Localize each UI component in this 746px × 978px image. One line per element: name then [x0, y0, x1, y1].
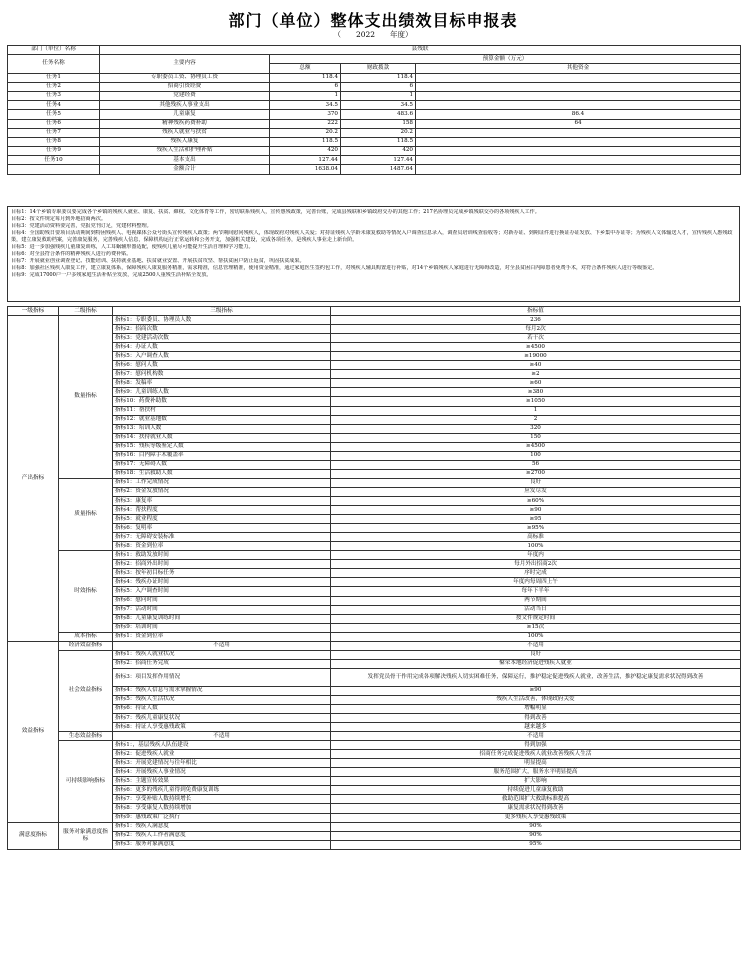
- indicator-value: 明显提高: [331, 759, 741, 768]
- task-fiscal: 483.6: [341, 110, 416, 119]
- indicator-value: 鑿荣本地经济促进残疾人就业: [331, 659, 741, 668]
- indicator-row: [8, 759, 741, 768]
- task-name: 任务10: [8, 156, 100, 165]
- header-value: 指标值: [331, 307, 741, 316]
- indicator-value: 服务范围扩大，服务水平明显提高: [331, 768, 741, 777]
- indicator-row: [8, 451, 741, 460]
- indicator-value: 每月外出招商2次: [331, 560, 741, 569]
- task-content: 招商引资经费: [100, 82, 270, 91]
- indicator-value: 年度内每周四上午: [331, 578, 741, 587]
- indicator-value: 招商任务完成促进残疾人就业改善残疾人生活: [331, 750, 741, 759]
- indicator-name: 不适用: [113, 641, 331, 650]
- indicator-value: ≥90: [331, 686, 741, 695]
- objective-line: 目标7：开展就业创业调查登记、技能培训、扶持就业基地、扶贫就业安置、开展扶贫攻坚、帮扶贫困户防止返贫，巩固扶贫成果。: [11, 258, 305, 264]
- indicator-row: [8, 605, 741, 614]
- indicator-value: 良好: [331, 478, 741, 487]
- total-other: [416, 165, 741, 174]
- dept-label: 部门（单位）名称: [8, 46, 100, 55]
- indicator-name: 指标5：入户调查时间: [113, 587, 331, 596]
- indicator-value: 236: [331, 316, 741, 325]
- indicator-row: [8, 750, 741, 759]
- task-row: [8, 156, 741, 165]
- indicator-level2: 社会效益指标: [59, 650, 113, 731]
- indicator-level1: 满意度指标: [8, 822, 59, 849]
- task-other: [416, 147, 741, 156]
- task-name: 任务4: [8, 101, 100, 110]
- task-total: 127.44: [270, 156, 341, 165]
- objective-line: 目标8：加强社区残疾人康复工作，建立康复体系，保障残疾人康复服务精准，需求精准，信息管理精准，使用资金精准，通过家庭医生签约包工作，对残疾人辅具购置进行补贴，对14个乡镇残疾人家庭进行无障碍改造，对全县贫困白内障患者免费手术，对符合条件残疾人进行等级鉴定。: [11, 265, 658, 271]
- task-fiscal: 34.5: [341, 101, 416, 110]
- task-fiscal: 6: [341, 82, 416, 91]
- total-amount: 1638.04: [270, 165, 341, 174]
- indicator-row: [8, 496, 741, 505]
- indicator-row: [8, 487, 741, 496]
- task-other: [416, 128, 741, 137]
- task-name: 任务3: [8, 91, 100, 100]
- indicator-value: 得到加强: [331, 741, 741, 750]
- indicator-name: 指标2：残疾人工作者满意度: [113, 831, 331, 840]
- indicator-row: [8, 388, 741, 397]
- indicator-level2: 经济效益指标: [59, 641, 113, 650]
- indicator-name: 指标5：主题宣传效果: [113, 777, 331, 786]
- indicator-row: [8, 668, 741, 686]
- indicator-value: ≥1050: [331, 397, 741, 406]
- indicator-value: 扩大影响: [331, 777, 741, 786]
- indicator-level2: 可持续影响指标: [59, 741, 113, 822]
- task-other: 64: [416, 119, 741, 128]
- indicator-name: 指标4：残疾人信息与需求掌握情况: [113, 686, 331, 695]
- indicator-name: 指标1：残疾人就业状况: [113, 650, 331, 659]
- indicator-row: [8, 442, 741, 451]
- indicator-row: [8, 723, 741, 732]
- indicator-level2: 服务对象满意度指标: [59, 822, 113, 849]
- task-content: 基本支出: [100, 156, 270, 165]
- indicator-name: 指标2：促进残疾人就业: [113, 750, 331, 759]
- indicator-row: [8, 352, 741, 361]
- indicator-row: [8, 424, 741, 433]
- indicator-name: 指标8：持证人享受惠残政策: [113, 723, 331, 732]
- indicator-header-row: [8, 307, 741, 316]
- task-other: [416, 91, 741, 100]
- task-total: 420: [270, 147, 341, 156]
- indicator-row: [8, 542, 741, 551]
- indicator-value: 每月2次: [331, 325, 741, 334]
- indicator-name: 不适用: [113, 732, 331, 741]
- dept-row: [8, 46, 741, 55]
- indicator-value: 救助范围扩大救助标准提高: [331, 795, 741, 804]
- indicator-name: 指标5：残疾人生活状况: [113, 695, 331, 704]
- indicator-name: 指标2：招商外出时间: [113, 560, 331, 569]
- indicator-value: 每年下半年: [331, 587, 741, 596]
- header-level3: 三级指标: [113, 307, 331, 316]
- year-subtitle: （ 2022 年度）: [333, 30, 413, 39]
- indicator-row: [8, 786, 741, 795]
- indicator-name: 指标9：儿童训练人数: [113, 388, 331, 397]
- indicator-name: 指标1：残疾人满意度: [113, 822, 331, 831]
- indicator-row: [8, 415, 741, 424]
- indicator-row: [8, 361, 741, 370]
- indicator-level1: 产出指标: [8, 316, 59, 642]
- indicator-row: [8, 831, 741, 840]
- indicator-value: 100%: [331, 632, 741, 641]
- indicator-value: 1: [331, 406, 741, 415]
- indicator-value: ≥40: [331, 361, 741, 370]
- indicator-value: ≥19000: [331, 352, 741, 361]
- indicator-name: 指标1：资金到位率: [113, 632, 331, 641]
- task-content: 残疾人就业与扶贫: [100, 128, 270, 137]
- header-task-name: 任务名称: [8, 55, 100, 73]
- task-total: 1: [270, 91, 341, 100]
- indicator-row: [8, 334, 741, 343]
- indicator-row: [8, 732, 741, 741]
- task-name: 任务9: [8, 147, 100, 156]
- task-total: 6: [270, 82, 341, 91]
- indicator-value: 高标准: [331, 533, 741, 542]
- task-row: [8, 110, 741, 119]
- indicator-row: [8, 460, 741, 469]
- indicator-name: 指标7：慰问机构数: [113, 370, 331, 379]
- indicator-row: [8, 659, 741, 668]
- task-name: 任务7: [8, 128, 100, 137]
- header-level1: 一级指标: [8, 307, 59, 316]
- indicator-name: 指标9：惠残政策广泛执行: [113, 813, 331, 822]
- task-fiscal: 118.4: [341, 73, 416, 82]
- indicator-row: [8, 551, 741, 560]
- total-row: [8, 165, 741, 174]
- indicator-name: 指标15：残疾等级鉴定人数: [113, 442, 331, 451]
- indicator-row: [8, 524, 741, 533]
- indicator-value: ≥4500: [331, 343, 741, 352]
- task-other: [416, 82, 741, 91]
- indicator-name: 指标16：白内障手术覆盖率: [113, 451, 331, 460]
- indicator-row: [8, 686, 741, 695]
- indicator-row: [8, 804, 741, 813]
- indicator-level2: 成本指标: [59, 632, 113, 641]
- indicator-level2: 生态效益指标: [59, 732, 113, 741]
- indicator-row: [8, 560, 741, 569]
- task-other: 86.4: [416, 110, 741, 119]
- indicator-row: [8, 569, 741, 578]
- task-fiscal: 1: [341, 91, 416, 100]
- indicator-row: [8, 515, 741, 524]
- indicator-name: 指标17：无障碍人数: [113, 460, 331, 469]
- indicator-table: [7, 306, 741, 850]
- indicator-value: ≥4500: [331, 442, 741, 451]
- task-total: 370: [270, 110, 341, 119]
- task-total: 118.4: [270, 73, 341, 82]
- indicator-value: 90%: [331, 822, 741, 831]
- task-fiscal: 118.5: [341, 137, 416, 146]
- task-fiscal: 158: [341, 119, 416, 128]
- task-other: [416, 156, 741, 165]
- task-fiscal: 420: [341, 147, 416, 156]
- indicator-row: [8, 370, 741, 379]
- indicator-name: 指标8：儿童康复训练时间: [113, 614, 331, 623]
- indicator-row: [8, 641, 741, 650]
- indicator-value: ≥2700: [331, 469, 741, 478]
- indicator-row: [8, 578, 741, 587]
- indicator-value: ≥15次: [331, 623, 741, 632]
- task-total: 20.2: [270, 128, 341, 137]
- task-row: [8, 119, 741, 128]
- objective-line: 目标1：14个乡镇专职委员要完成各个乡镇的残疾人就业、康复、扶贫、維权、文化体育等工作，密切联系残疾人，宣传惠残政策，完善台账，完成县残联和乡镇政府交办的其他工作；217名协理员完成乡镇残联交办的各项残疾人工作。: [11, 209, 540, 215]
- task-content: 专职委员工资、协理员工资: [100, 73, 270, 82]
- task-row: [8, 128, 741, 137]
- indicator-level2: 数量指标: [59, 316, 113, 479]
- indicator-name: 指标18：生活救助人数: [113, 469, 331, 478]
- task-total: 118.5: [270, 137, 341, 146]
- task-content: 精神残疾药费补助: [100, 119, 270, 128]
- indicator-row: [8, 650, 741, 659]
- indicator-value: 良好: [331, 650, 741, 659]
- task-total: 222: [270, 119, 341, 128]
- indicator-value: 100%: [331, 542, 741, 551]
- indicator-value: 95%: [331, 840, 741, 849]
- indicator-name: 指标7：无障碍安装标准: [113, 533, 331, 542]
- indicator-name: 指标4：开展残疾人事业情况: [113, 768, 331, 777]
- indicator-value: 康复需求状况得到改善: [331, 804, 741, 813]
- indicator-name: 指标6：更多的残疾儿童得到免费康复训练: [113, 786, 331, 795]
- task-fiscal: 127.44: [341, 156, 416, 165]
- indicator-row: [8, 506, 741, 515]
- task-name: 任务5: [8, 110, 100, 119]
- indicator-value: 150: [331, 433, 741, 442]
- indicator-name: 指标1：，基层残疾人队伍建设: [113, 741, 331, 750]
- indicator-value: 不适用: [331, 641, 741, 650]
- indicator-name: 指标4：残疾办证时间: [113, 578, 331, 587]
- indicator-row: [8, 469, 741, 478]
- indicator-row: [8, 695, 741, 704]
- task-content: 残疾人生活和护理补贴: [100, 147, 270, 156]
- task-other: [416, 73, 741, 82]
- header-fiscal: 财政拨款: [341, 64, 416, 73]
- indicator-row: [8, 623, 741, 632]
- indicator-name: 指标5：入户调查人数: [113, 352, 331, 361]
- task-row: [8, 82, 741, 91]
- task-content: 其他残疾人事业支出: [100, 101, 270, 110]
- indicator-name: 指标3：开展党建情况与往年相比: [113, 759, 331, 768]
- objective-line: 目标4：全国助残日要项目活动期间到特困残疾人、电视媒体公众号街头宣传残疾人政策；两节期间慰问残疾人，体现政府对残疾人关爱；对持证残疾人学龄未康复救助等情况入户调查信息录入，调查员培训线查验收等；对新办证、到期证件进行换证办证发放、下乡集中办证等；为残疾人文体输送人才，宣传残疾人惠残政策，建立康复救助档案，完善康复服务，完善残疾人信息，保障机构运行正常运转和公务开支，加强机关建设，完成各项任务，是残疾人事业走上新台阶。: [11, 230, 733, 243]
- indicator-value: 活动当日: [331, 605, 741, 614]
- indicator-row: [8, 596, 741, 605]
- indicator-name: 指标3：服务对象满意度: [113, 840, 331, 849]
- indicator-value: 两节期间: [331, 596, 741, 605]
- indicator-name: 指标14：扶持就业人数: [113, 433, 331, 442]
- task-content: 残疾人康复: [100, 137, 270, 146]
- indicator-value: 320: [331, 424, 741, 433]
- objective-line: 目标3：党建活动资料要完善，党报党刊订足，党建材料整理。: [11, 223, 152, 229]
- indicator-row: [8, 316, 741, 325]
- indicator-row: [8, 325, 741, 334]
- indicator-name: 指标3：项目发挥作用情况: [113, 668, 331, 686]
- header-other: 其他资金: [416, 64, 741, 73]
- indicator-value: ≥95%: [331, 524, 741, 533]
- task-content: 党建经费: [100, 91, 270, 100]
- indicator-row: [8, 614, 741, 623]
- indicator-level1: 效益指标: [8, 641, 59, 822]
- indicator-row: [8, 777, 741, 786]
- indicator-value: 2: [331, 415, 741, 424]
- task-name: 任务1: [8, 73, 100, 82]
- indicator-name: 指标11：帮扶村: [113, 406, 331, 415]
- indicator-name: 指标7：活动时间: [113, 605, 331, 614]
- indicator-row: [8, 714, 741, 723]
- indicator-name: 指标8：资金到位率: [113, 542, 331, 551]
- total-fiscal: 1487.64: [341, 165, 416, 174]
- header-main-content: 主要内容: [100, 55, 270, 73]
- indicator-row: [8, 840, 741, 849]
- indicator-level2: 时效指标: [59, 551, 113, 632]
- indicator-value: 增幅明显: [331, 704, 741, 713]
- indicator-name: 指标3：党建活动次数: [113, 334, 331, 343]
- task-row: [8, 101, 741, 110]
- indicator-name: 指标6：慰问人数: [113, 361, 331, 370]
- indicator-value: 更多残疾人享受惠残政策: [331, 813, 741, 822]
- indicator-row: [8, 768, 741, 777]
- indicator-name: 指标13：培训人数: [113, 424, 331, 433]
- indicator-name: 指标10：药费补助数: [113, 397, 331, 406]
- annual-objectives: [7, 206, 740, 302]
- page-title: 部门（单位）整体支出绩效目标申报表: [228, 11, 518, 30]
- indicator-value: 不适用: [331, 732, 741, 741]
- task-fiscal: 20.2: [341, 128, 416, 137]
- indicator-name: 指标2：资金发放情况: [113, 487, 331, 496]
- indicator-name: 指标2：招商任务完成: [113, 659, 331, 668]
- task-name: 任务2: [8, 82, 100, 91]
- indicator-name: 指标1：专职委员、协理员人数: [113, 316, 331, 325]
- indicator-row: [8, 433, 741, 442]
- indicator-name: 指标6：持证人数: [113, 704, 331, 713]
- indicator-name: 指标8：享受康复人数持续增加: [113, 804, 331, 813]
- indicator-name: 指标5：就业程度: [113, 515, 331, 524]
- indicator-value: 若干次: [331, 334, 741, 343]
- indicator-value: 应发尽发: [331, 487, 741, 496]
- indicator-value: 56: [331, 460, 741, 469]
- indicator-value: 发挥党员骨干作用完成各项解决残疾人切实困难任务，保障运行，推护稳定促进残疾人就业，改善生活，推护稳定康复需求状况得到改善: [331, 668, 741, 686]
- indicator-row: [8, 397, 741, 406]
- indicator-value: 序时完成: [331, 569, 741, 578]
- task-name: 任务6: [8, 119, 100, 128]
- indicator-row: [8, 813, 741, 822]
- indicator-value: 得到改善: [331, 714, 741, 723]
- objective-line: 目标2：按文件规定每月到外地招商两次。: [11, 216, 106, 222]
- indicator-value: ≥60: [331, 379, 741, 388]
- indicator-row: [8, 741, 741, 750]
- indicator-name: 指标3：按年初目标任务: [113, 569, 331, 578]
- indicator-name: 指标7：残疾儿童康复状况: [113, 714, 331, 723]
- indicator-value: 持续促进儿童康复救助: [331, 786, 741, 795]
- indicator-row: [8, 379, 741, 388]
- task-row: [8, 91, 741, 100]
- indicator-value: 按文件规定时间: [331, 614, 741, 623]
- indicator-name: 指标7：享受补贴人数持续增长: [113, 795, 331, 804]
- indicator-value: ≥60%: [331, 496, 741, 505]
- indicator-value: 越来越多: [331, 723, 741, 732]
- indicator-row: [8, 795, 741, 804]
- indicator-name: 指标8：发稿率: [113, 379, 331, 388]
- indicator-row: [8, 343, 741, 352]
- indicator-row: [8, 822, 741, 831]
- indicator-name: 指标6：复明率: [113, 524, 331, 533]
- dept-value: 县残联: [100, 46, 741, 55]
- total-label: 金额合计: [100, 165, 270, 174]
- indicator-row: [8, 478, 741, 487]
- indicator-value: 年度内: [331, 551, 741, 560]
- indicator-row: [8, 533, 741, 542]
- indicator-row: [8, 406, 741, 415]
- task-row: [8, 147, 741, 156]
- indicator-row: [8, 632, 741, 641]
- task-other: [416, 101, 741, 110]
- header-budget: 预算金额（万元）: [270, 55, 741, 64]
- indicator-level2: 质量指标: [59, 478, 113, 550]
- indicator-name: 指标1：工作完成情况: [113, 478, 331, 487]
- indicator-value: ≥90: [331, 506, 741, 515]
- indicator-name: 指标4：办证人数: [113, 343, 331, 352]
- header-level2: 二级指标: [59, 307, 113, 316]
- budget-table: [7, 45, 741, 175]
- task-content: 儿童康复: [100, 110, 270, 119]
- indicator-name: 指标1：救助发放时间: [113, 551, 331, 560]
- objective-line: 目标9：完成17000户一户多残家庭生活补贴全发放，完成2500人重残生活补贴全发放。: [11, 272, 212, 278]
- indicator-value: ≥95: [331, 515, 741, 524]
- objective-line: 目标6：对全县符合条件的精神残疾人进行药费补贴。: [11, 251, 132, 257]
- indicator-row: [8, 704, 741, 713]
- indicator-value: 残疾人生活改善，体现政府关爱: [331, 695, 741, 704]
- task-total: 34.5: [270, 101, 341, 110]
- indicator-name: 指标6：慰问时间: [113, 596, 331, 605]
- indicator-value: 90%: [331, 831, 741, 840]
- task-row: [8, 137, 741, 146]
- objective-line: 目标5：进一步加强残疾儿童康复训练，人工耳蜗辅形器适配，使残疾儿童尽可能提升生活自理和学习能力。: [11, 244, 254, 250]
- indicator-value: ≥380: [331, 388, 741, 397]
- indicator-name: 指标2：招商次数: [113, 325, 331, 334]
- header-total: 总额: [270, 64, 341, 73]
- task-row: [8, 73, 741, 82]
- task-name: 任务8: [8, 137, 100, 146]
- tasks-header-row: [8, 55, 741, 64]
- indicator-row: [8, 587, 741, 596]
- indicator-name: 指标9：培训时间: [113, 623, 331, 632]
- task-other: [416, 137, 741, 146]
- indicator-name: 指标4：帮扶程度: [113, 506, 331, 515]
- indicator-value: ≥2: [331, 370, 741, 379]
- indicator-name: 指标3：康复率: [113, 496, 331, 505]
- indicator-value: 100: [331, 451, 741, 460]
- indicator-name: 指标12：就业基地数: [113, 415, 331, 424]
